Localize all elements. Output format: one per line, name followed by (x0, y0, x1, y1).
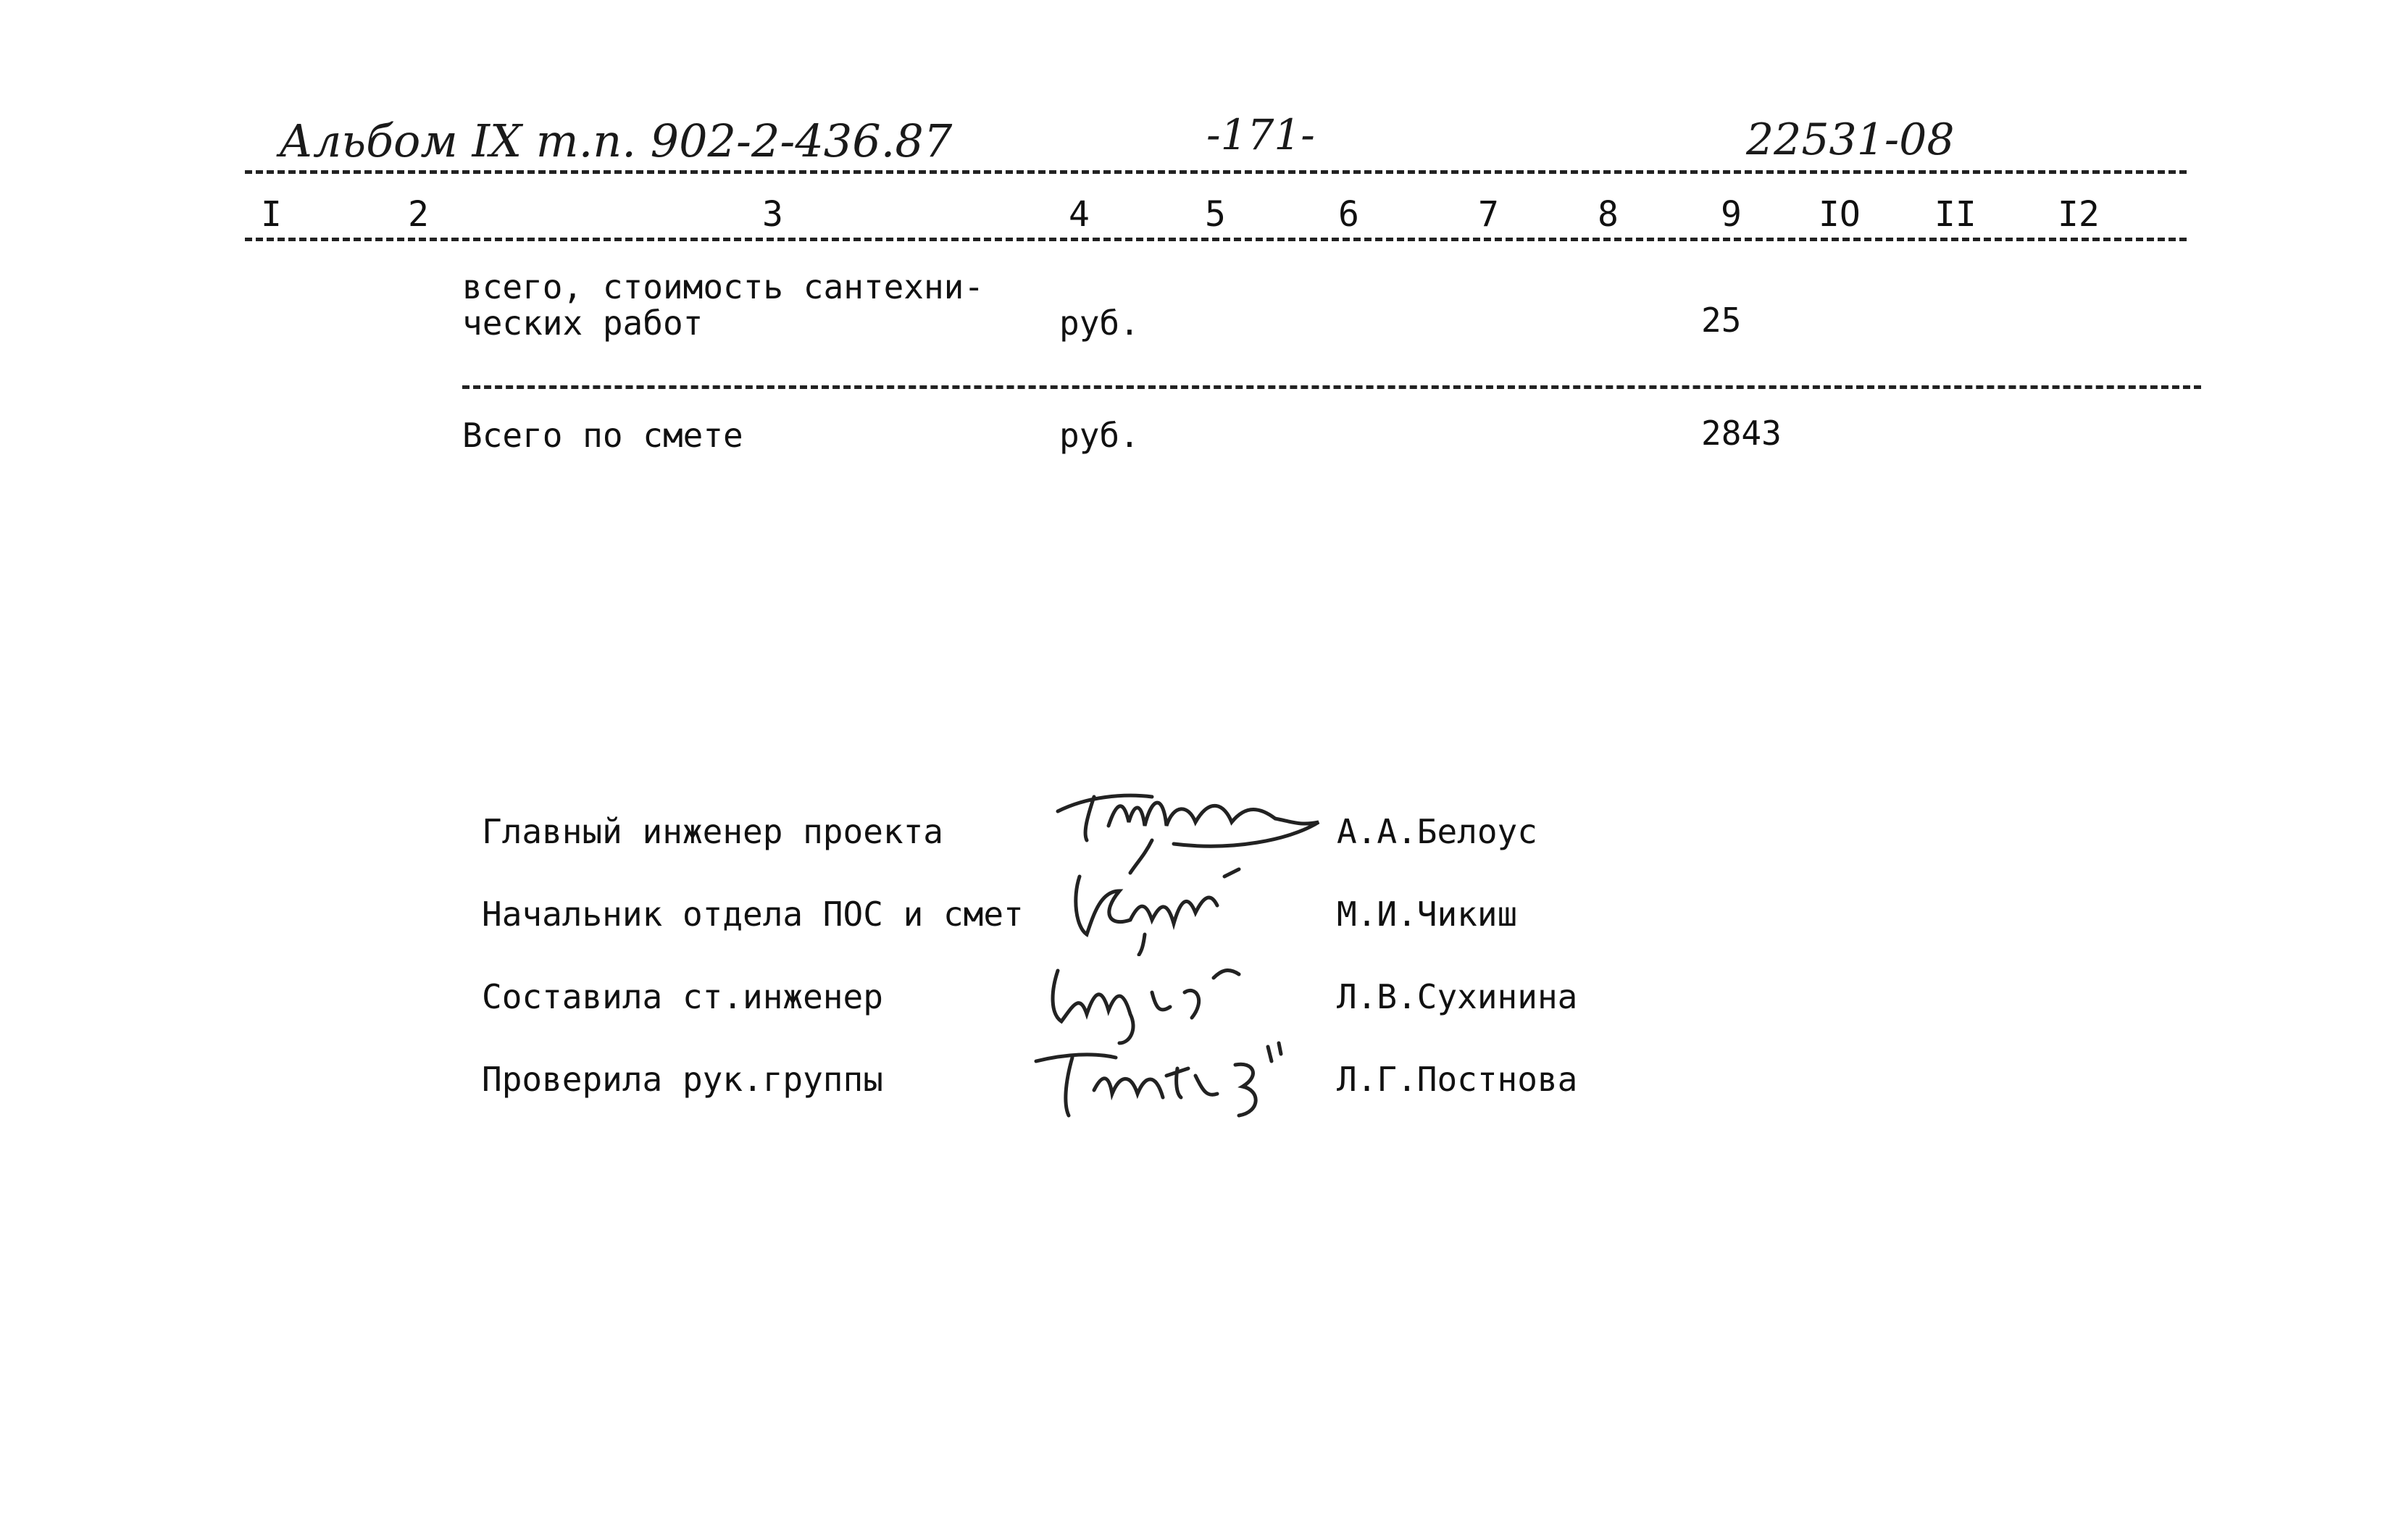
row-label-line1: всего, стоимость сантехни- (462, 267, 985, 306)
album-reference: Альбом IX т.п. 902-2-436.87 (279, 114, 953, 167)
column-number: 3 (762, 194, 783, 235)
signature-role: Проверила рук.группы (482, 1060, 883, 1099)
column-number: I (261, 194, 282, 235)
row-unit: руб. (1059, 304, 1140, 343)
signature-name: А.А.Белоус (1337, 812, 1537, 851)
handwritten-signature-2 (1058, 855, 1275, 956)
signature-name: Л.В.Сухинина (1337, 977, 1578, 1016)
column-number: 4 (1069, 194, 1090, 235)
handwritten-signature-4 (1022, 1025, 1297, 1134)
column-number: 2 (408, 194, 429, 235)
signature-role: Составила ст.инженер (482, 977, 883, 1016)
row-label: Всего по смете (462, 416, 743, 455)
signature-name: М.И.Чикиш (1337, 895, 1518, 934)
signature-role: Начальник отдела ПОС и смет (482, 895, 1024, 934)
row-label-line2: ческих работ (462, 304, 704, 343)
section-divider (462, 385, 2201, 389)
column-number: 9 (1721, 194, 1742, 235)
signature-name: Л.Г.Постнова (1337, 1060, 1578, 1099)
page-number: -171- (1206, 110, 1315, 159)
header-rule-top (245, 170, 2187, 174)
column-number: IO (1819, 194, 1861, 235)
row-value: 2843 (1701, 414, 1782, 453)
header-rule-bottom (245, 238, 2187, 241)
column-number: 5 (1205, 194, 1226, 235)
document-code: 22531-08 (1746, 114, 1955, 165)
column-number: 7 (1478, 194, 1499, 235)
column-number: II (1934, 194, 1977, 235)
column-number: I2 (2058, 194, 2100, 235)
column-number: 8 (1598, 194, 1619, 235)
row-unit: руб. (1059, 416, 1140, 455)
column-number: 6 (1338, 194, 1359, 235)
signature-role: Главный инженер проекта (482, 812, 943, 851)
row-value: 25 (1701, 301, 1742, 340)
